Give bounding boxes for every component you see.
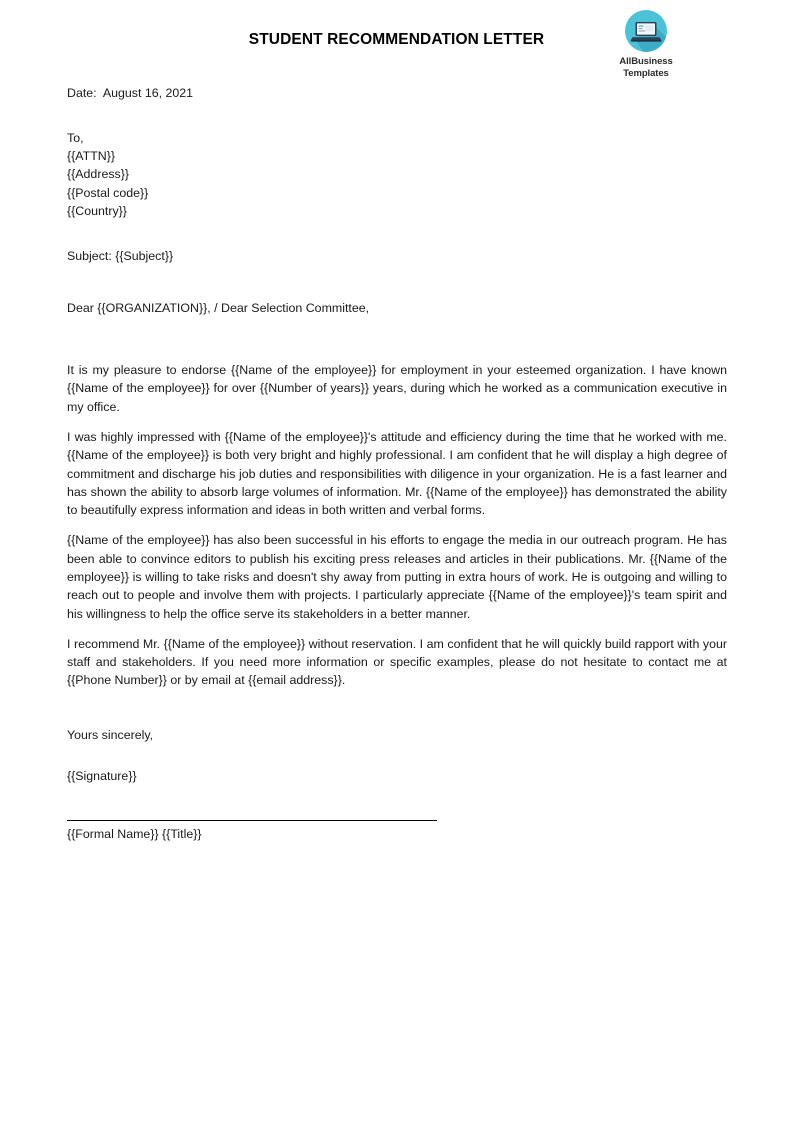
body-paragraph: I was highly impressed with {{Name of the employee}}'s attitude and efficiency during the time that he worked with me. {{Name of the employee}} is both very bright and highly professional. I am confident that he will display a high degree of commitment and discharge his job duties and responsibilities with diligence in your organization. He is a fast learner and has shown the ability to absorb large volumes of information. Mr. {{Name of the employee}} has demonstrated the ability to beautifully express information and ideas in both written and verbal forms. [67, 429, 727, 518]
date-value: August 16, 2021 [102, 86, 194, 100]
salutation-text: Dear {{ORGANIZATION}}, / Dear Selection Committee, [67, 301, 370, 316]
brand-name-line2: Templates [623, 67, 669, 79]
body-paragraph: It is my pleasure to endorse {{Name of the employee}} for employment in your esteemed organization. I have known {{Name of the employee}} for over {{Number of years}} years, during which he worked as a communication executive in my office. [67, 363, 727, 414]
signature-placeholder-row [67, 767, 727, 785]
salutation-row [67, 299, 727, 317]
letter-paragraphs [67, 361, 727, 690]
laptop-icon [624, 9, 668, 53]
signature-name: {{Formal Name}} {{Title}} [67, 826, 202, 841]
page-title: STUDENT RECOMMENDATION LETTER [248, 31, 545, 48]
recipient-line: To, [67, 131, 84, 145]
brand-name-line1: AllBusiness [619, 56, 673, 67]
recipient-address-block [67, 129, 727, 220]
date-row [67, 84, 727, 102]
date-label: Date: [67, 86, 97, 100]
body-paragraph: I recommend Mr. {{Name of the employee}} without reservation. I am confident that he will quickly build rapport with your staff and stakeholders. If you need more information or specific examples, please do not hesitate to contact me at {{Phone Number}} or by email at {{email address}}. [67, 636, 727, 688]
closing-text: Yours sincerely, [67, 727, 154, 742]
recipient-line: {{Postal code}} [67, 185, 149, 200]
closing-row [67, 726, 727, 744]
letter-body [67, 84, 727, 843]
brand-logo [608, 9, 684, 79]
subject-row [67, 247, 727, 265]
recipient-line: {{ATTN}} [67, 149, 115, 164]
signature-line-divider [67, 820, 437, 821]
subject-text: Subject: {{Subject}} [67, 249, 174, 264]
body-paragraph: {{Name of the employee}} has also been successful in his efforts to engage the media in our outreach program. He has been able to convince editors to publish his exciting press releases and articles in their publications. Mr. {{Name of the employee}} is willing to take risks and doesn't shy away from putting in extra hours of work. He is outgoing and willing to reach out to people and involve them with projects. I particularly appreciate {{Name of the employee}}'s team spirit and his willingness to help the office serve its stakeholders in a better manner. [67, 533, 727, 621]
recipient-line: {{Address}} [67, 167, 130, 182]
recipient-line: {{Country}} [67, 203, 127, 218]
signature-placeholder: {{Signature}} [67, 768, 137, 783]
brand-name [608, 56, 684, 79]
